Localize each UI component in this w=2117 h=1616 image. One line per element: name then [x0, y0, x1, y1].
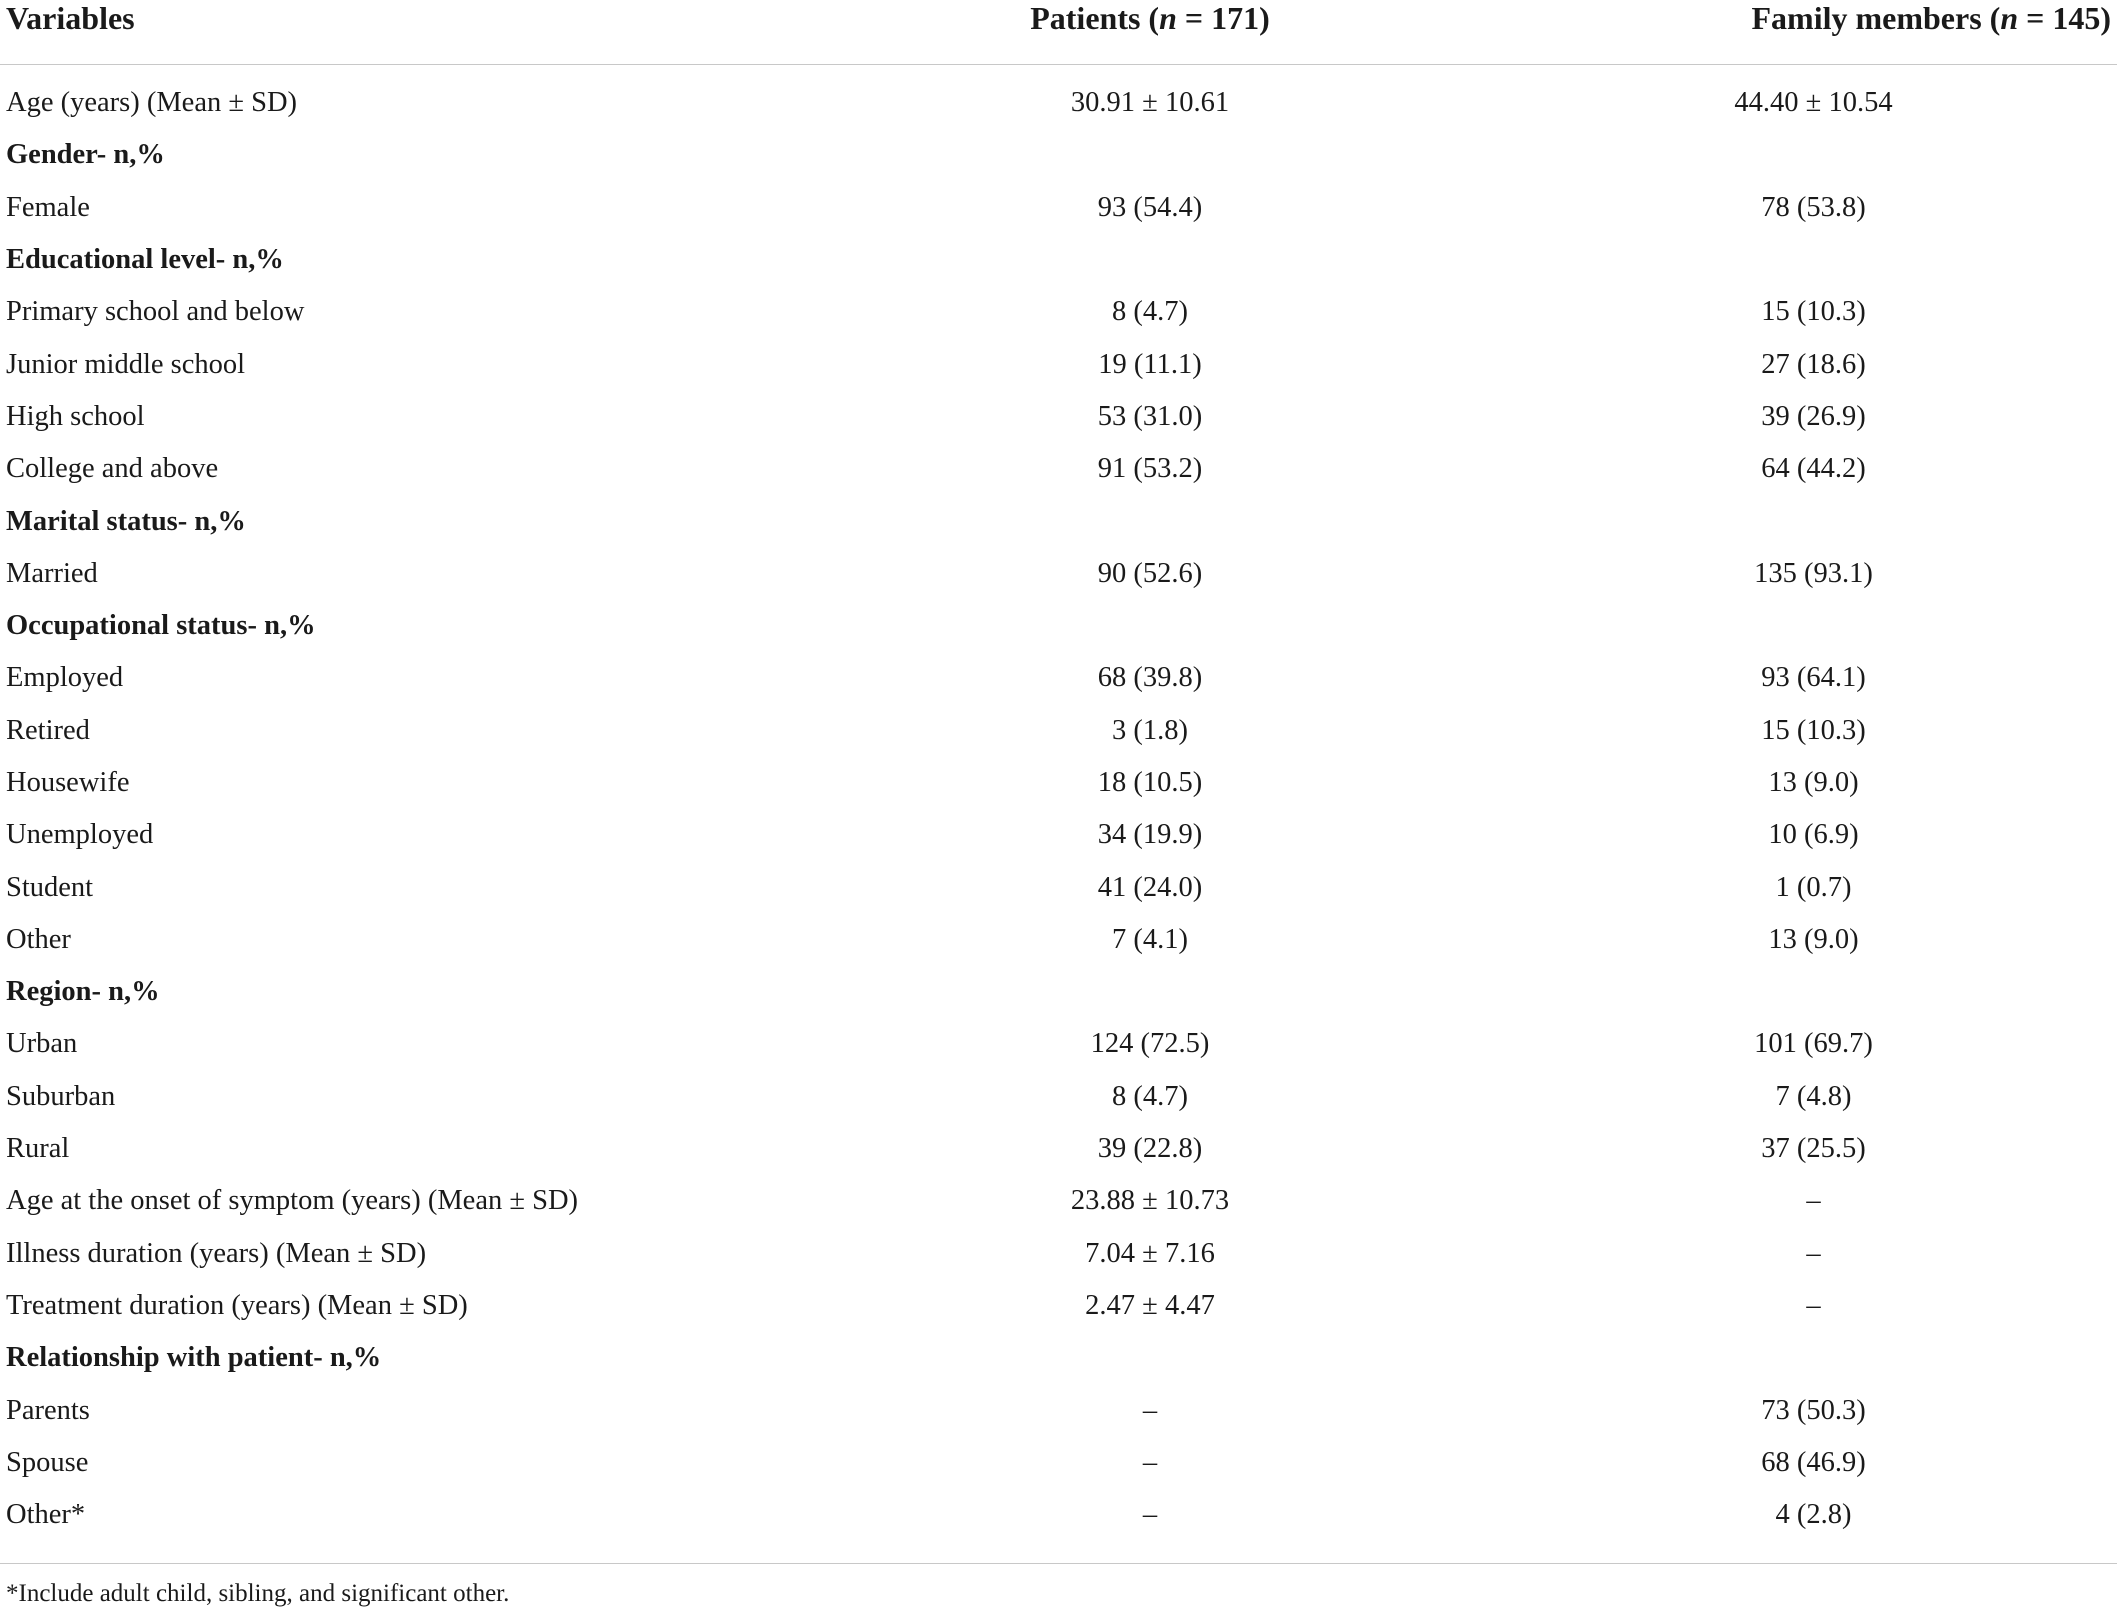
family-cell: 93 (64.1): [1761, 662, 1866, 694]
header-patients-prefix: Patients (: [1030, 0, 1160, 36]
family-cell: –: [1806, 1237, 1821, 1269]
row-label: Age (years) (Mean ± SD): [6, 87, 298, 119]
header-family-suffix: = 145): [2018, 0, 2111, 36]
patients-cell: [960, 966, 1340, 1018]
patients-cell: [960, 600, 1340, 652]
row-label: High school: [6, 400, 145, 432]
family-cell: 37 (25.5): [1761, 1133, 1866, 1165]
family-cell: 44.40 ± 10.54: [1734, 87, 1893, 119]
patients-cell: 19 (11.1): [1098, 348, 1202, 380]
family-cell: [1340, 600, 2117, 652]
row-label: Gender- n,%: [6, 139, 165, 171]
patients-cell: [960, 234, 1340, 286]
family-cell: 78 (53.8): [1761, 191, 1866, 223]
row-label: Housewife: [6, 767, 130, 798]
row-label: Employed: [6, 662, 124, 694]
patients-cell: 93 (54.4): [1097, 191, 1203, 223]
row-label: Retired: [6, 714, 90, 746]
header-patients-suffix: = 171): [1176, 0, 1270, 36]
family-cell: 39 (26.9): [1761, 400, 1866, 432]
table-row: [0, 338, 2117, 390]
row-label: Region- n,%: [6, 976, 160, 1008]
patients-cell: 23.88 ± 10.73: [1070, 1185, 1230, 1217]
table-row: [0, 1071, 2117, 1123]
patients-cell: 2.47 ± 4.47: [1085, 1289, 1215, 1321]
family-cell: 15 (10.3): [1761, 714, 1866, 746]
patients-cell: 7.04 ± 7.16: [1085, 1237, 1215, 1269]
row-label: Marital status- n,%: [6, 505, 246, 537]
patients-cell: –: [1142, 1446, 1158, 1478]
table-row: [0, 1123, 2117, 1175]
family-cell: [1340, 495, 2117, 547]
patients-cell: –: [1142, 1499, 1158, 1531]
table-row: [0, 65, 2117, 130]
family-cell: 7 (4.8): [1775, 1080, 1852, 1112]
row-label: College and above: [6, 453, 219, 485]
header-row: [0, 0, 2117, 65]
table-row: [0, 1384, 2117, 1436]
section-header-row: [0, 129, 2117, 181]
row-label: Student: [6, 871, 94, 903]
table-row: [0, 914, 2117, 966]
header-family-prefix: Family members (: [1751, 0, 2001, 36]
table-row: [0, 1437, 2117, 1489]
table-body: [0, 65, 2117, 1542]
patients-cell: 30.91 ± 10.61: [1070, 87, 1230, 119]
patients-cell: 53 (31.0): [1097, 400, 1203, 432]
table-row: [0, 1018, 2117, 1070]
family-cell: 135 (93.1): [1754, 557, 1873, 589]
header-variables: Variables: [0, 0, 960, 65]
family-cell: 27 (18.6): [1761, 348, 1866, 380]
row-label: Suburban: [6, 1080, 116, 1112]
table-row: [0, 1280, 2117, 1332]
header-patients: [960, 0, 1340, 65]
table-row: [0, 705, 2117, 757]
family-cell: 10 (6.9): [1768, 819, 1859, 851]
section-header-row: [0, 234, 2117, 286]
family-cell: 1 (0.7): [1775, 871, 1852, 903]
patients-cell: –: [1142, 1394, 1158, 1426]
row-label: Primary school and below: [6, 296, 305, 328]
row-label: Occupational status- n,%: [6, 610, 316, 642]
patients-cell: [960, 1332, 1340, 1384]
header-family-members: [1340, 0, 2117, 65]
patients-cell: 3 (1.8): [1112, 714, 1188, 746]
row-label: Illness duration (years) (Mean ± SD): [6, 1237, 427, 1269]
section-header-row: [0, 600, 2117, 652]
family-cell: –: [1806, 1289, 1821, 1321]
patients-cell: 18 (10.5): [1097, 767, 1203, 798]
row-label: Age at the onset of symptom (years) (Mean ± SD): [6, 1185, 579, 1217]
section-header-row: [0, 495, 2117, 547]
bottom-rule: [0, 1563, 2117, 1564]
family-cell: 15 (10.3): [1761, 296, 1866, 328]
row-label: Other*: [6, 1499, 86, 1531]
patients-cell: 34 (19.9): [1097, 819, 1203, 851]
table-row: [0, 861, 2117, 913]
family-cell: [1340, 129, 2117, 181]
section-header-row: [0, 966, 2117, 1018]
row-label: Other: [6, 923, 71, 955]
family-cell: [1340, 234, 2117, 286]
patients-cell: 124 (72.5): [1090, 1028, 1210, 1060]
family-cell: 101 (69.7): [1754, 1028, 1873, 1060]
table-row: [0, 548, 2117, 600]
family-cell: [1340, 1332, 2117, 1384]
patients-cell: [960, 495, 1340, 547]
row-label: Married: [6, 557, 98, 589]
row-label: Relationship with patient- n,%: [6, 1342, 382, 1374]
patients-cell: 91 (53.2): [1097, 453, 1203, 485]
patients-cell: 41 (24.0): [1097, 871, 1203, 903]
table-row: [0, 1489, 2117, 1541]
row-label: Educational level- n,%: [6, 244, 284, 276]
family-cell: –: [1806, 1185, 1821, 1217]
row-label: Female: [6, 191, 90, 223]
patients-cell: 8 (4.7): [1112, 1080, 1188, 1112]
row-label: Treatment duration (years) (Mean ± SD): [6, 1289, 468, 1321]
patients-cell: 8 (4.7): [1112, 296, 1188, 328]
patients-cell: 68 (39.8): [1097, 662, 1203, 694]
family-cell: 13 (9.0): [1768, 923, 1859, 955]
row-label: Junior middle school: [6, 348, 246, 380]
table-row: [0, 286, 2117, 338]
table-row: [0, 757, 2117, 809]
table-footnote: *Include adult child, sibling, and significant other.: [6, 1580, 510, 1607]
patients-cell: 7 (4.1): [1112, 923, 1188, 955]
patients-cell: 90 (52.6): [1097, 557, 1203, 589]
table-row: [0, 391, 2117, 443]
table-row: [0, 182, 2117, 234]
family-cell: 4 (2.8): [1775, 1499, 1852, 1531]
table-row: [0, 1175, 2117, 1227]
family-cell: 64 (44.2): [1761, 453, 1866, 485]
table-row: [0, 443, 2117, 495]
row-label: Urban: [6, 1028, 78, 1060]
row-label: Rural: [6, 1133, 70, 1165]
table-header: [0, 0, 2117, 65]
row-label: Parents: [6, 1394, 90, 1426]
header-patients-n: n: [1159, 0, 1177, 36]
table-row: [0, 1228, 2117, 1280]
family-cell: [1340, 966, 2117, 1018]
section-header-row: [0, 1332, 2117, 1384]
family-cell: 68 (46.9): [1761, 1446, 1866, 1478]
header-family-n: n: [2000, 0, 2019, 36]
family-cell: 73 (50.3): [1761, 1394, 1866, 1426]
row-label: Unemployed: [6, 819, 154, 851]
table-row: [0, 809, 2117, 861]
patients-cell: [960, 129, 1340, 181]
row-label: Spouse: [6, 1446, 89, 1478]
family-cell: 13 (9.0): [1768, 767, 1859, 798]
table-row: [0, 652, 2117, 704]
patients-cell: 39 (22.8): [1097, 1133, 1203, 1165]
